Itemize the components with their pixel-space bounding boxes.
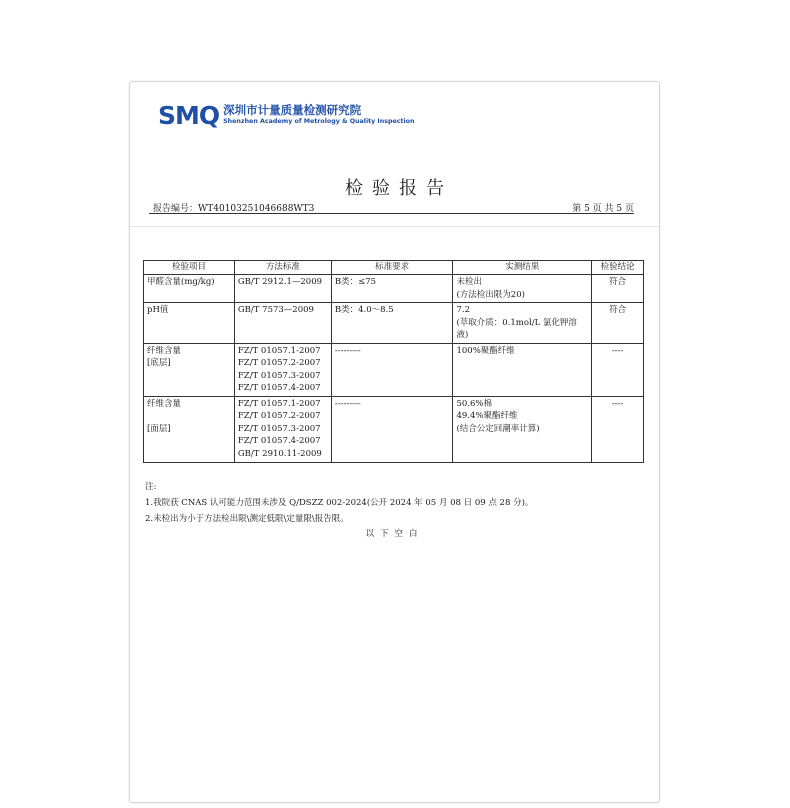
note-item: 1.我院获 CNAS 认可能力范围未涉及 Q/DSZZ 002-2024(公开 2024 年 05 月 08 日 09 点 28 分)。 [145,498,534,508]
requirement-cell [331,396,453,462]
header-rule [149,213,634,214]
column-header: 实测结果 [453,261,592,275]
column-header: 检验项目 [144,261,235,275]
result-text: (结合公定回潮率计算) [456,423,540,434]
result-cell [453,275,592,303]
table-row [144,303,644,344]
method-text: FZ/T 01057.1-2007 [237,345,321,356]
requirement-text: --------- [334,345,361,356]
method-text: GB/T 2912.1—2009 [237,277,323,287]
item-text: 纤维含量 [147,398,182,409]
conclusion-cell [592,303,644,344]
result-text: 7.2 [456,305,470,315]
result-text: (萃取介质：0.1mol/L 氯化钾溶液) [456,317,577,340]
table-row [144,275,644,303]
org-name-cn: 深圳市计量质量检测研究院 [223,103,362,117]
method-text: GB/T 7573—2009 [237,305,314,315]
note-item: 2.未检出为小于方法检出限\测定低限\定量限\报告限。 [145,514,349,524]
conclusion-cell [592,275,644,303]
method-text: FZ/T 01057.4-2007 [237,436,321,446]
requirement-text: B类：≤75 [334,277,377,287]
end-of-report-mark: 以下空白 [365,529,424,539]
report-number: 报告编号：WT401032510466​88WT3 [153,204,315,214]
result-cell [453,303,592,344]
requirement-cell [331,343,453,396]
result-text: 50.6%棉 [456,398,492,409]
method-text: FZ/T 01057.4-2007 [237,383,321,393]
item-text: [底层] [147,358,171,368]
column-header: 标准要求 [331,261,453,275]
table-row [144,343,644,396]
column-header: 方法标准 [234,261,331,275]
method-cell [234,396,331,462]
conclusion-text: ---- [611,398,624,409]
method-text: FZ/T 01057.2-2007 [237,358,321,368]
method-text: FZ/T 01057.1-2007 [237,398,321,409]
notes-section [145,479,533,527]
result-text: 未检出 [456,277,482,287]
method-text: FZ/T 01057.3-2007 [237,423,321,434]
requirement-cell [331,303,453,344]
document-title: 检验报告 [345,178,453,199]
item-text [147,410,231,423]
conclusion-cell [592,343,644,396]
logo-text [223,104,414,126]
item-text: 甲醛含量(mg/kg) [147,277,215,287]
notes-label: 注: [145,482,157,492]
conclusion-cell [592,396,644,462]
report-page [129,81,660,803]
results-table [143,260,644,463]
item-cell [144,303,235,344]
method-cell [234,275,331,303]
item-text: [面层] [147,423,171,434]
conclusion-text: 符合 [609,305,627,315]
item-cell [144,343,235,396]
logo-mark: SMQ [158,100,220,130]
table-row [144,396,644,462]
item-cell [144,275,235,303]
result-cell [453,396,592,462]
method-cell [234,303,331,344]
requirement-text: B类：4.0～8.5 [334,305,394,315]
section-divider [130,226,659,227]
conclusion-text: ---- [611,345,624,356]
result-text: 49.4%聚酯纤维 [456,411,518,421]
method-cell [234,343,331,396]
requirement-cell [331,275,453,303]
method-text: FZ/T 01057.2-2007 [237,411,321,421]
page-info: 第 5 页 共 5 页 [572,204,634,214]
method-text: GB/T 2910.11-2009 [237,448,322,459]
result-text: 100%聚酯纤维 [456,345,515,356]
org-name-en: Shenzhen Academy of Metrology & Quality Inspection [223,118,415,125]
item-cell [144,396,235,462]
item-text: pH值 [147,305,169,315]
result-text: (方法检出限为20) [456,289,525,300]
item-text: 纤维含量 [147,345,182,356]
requirement-text: --------- [334,398,361,409]
method-text: FZ/T 01057.3-2007 [237,370,321,381]
column-header: 检验结论 [592,261,644,275]
result-cell [453,343,592,396]
org-logo [158,100,414,130]
conclusion-text: 符合 [609,277,627,287]
table-header-row [144,261,644,275]
